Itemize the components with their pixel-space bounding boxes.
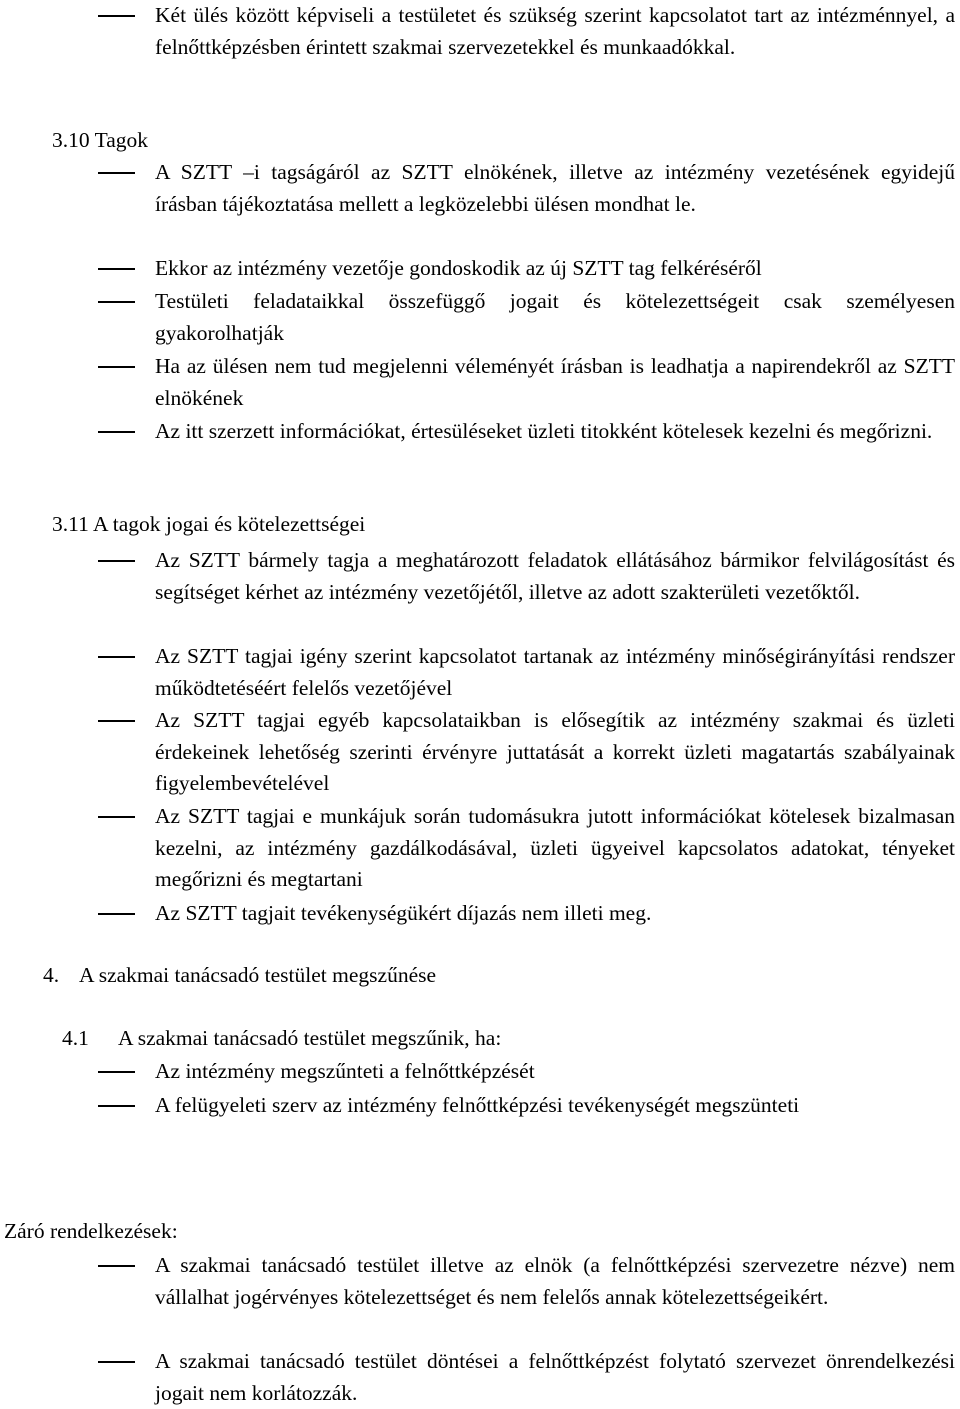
section-heading-3-10 bbox=[52, 125, 148, 157]
section-number: 3.10 bbox=[52, 128, 90, 152]
list-item: Az SZTT tagjai egyéb kapcsolataikban is elősegítik az intézmény szakmai és üzleti érdekeinek lehetőség szerinti érvényre juttatását a korrekt üzleti magatartás szabályainak figyelembevételével bbox=[155, 705, 955, 800]
dash-bullet bbox=[98, 366, 135, 368]
list-item: Ekkor az intézmény vezetője gondoskodik az új SZTT tag felkéréséről bbox=[155, 253, 955, 285]
dash-bullet bbox=[98, 1361, 135, 1363]
dash-bullet bbox=[98, 1265, 135, 1267]
list-item: Az SZTT tagjai igény szerint kapcsolatot tartanak az intézmény minőségirányítási rendszer működtetéséért felelős vezetőjével bbox=[155, 641, 955, 704]
list-item: Az SZTT bármely tagja a meghatározott feladatok ellátásához bármikor felvilágosítást és segítséget kérhet az intézmény vezetőjétől, illetve az adott szakterületi vezetőktől. bbox=[155, 545, 955, 608]
closing-heading: Záró rendelkezések: bbox=[4, 1219, 178, 1243]
list-item: A szakmai tanácsadó testület döntései a felnőttképzést folytató szervezet önrendelkezési jogait nem korlátozzák. bbox=[155, 1346, 955, 1409]
section-heading-4-1 bbox=[62, 1023, 501, 1055]
list-item: A SZTT –i tagságáról az SZTT elnökének, illetve az intézmény vezetésének egyidejű írásban tájékoztatása mellett a legközelebbi ülésen mondhat le. bbox=[155, 157, 955, 220]
list-item: Az SZTT tagjai e munkájuk során tudomásukra jutott információkat kötelesek bizalmasan kezelni, az intézmény gazdálkodásával, üzleti ügyeivel kapcsolatos adatokat, tényeket megőrizni és megtartani bbox=[155, 801, 955, 896]
dash-bullet bbox=[98, 560, 135, 562]
section-number: 4. bbox=[43, 963, 60, 987]
dash-bullet bbox=[98, 816, 135, 818]
dash-bullet bbox=[98, 172, 135, 174]
dash-bullet bbox=[98, 301, 135, 303]
list-item: Az intézmény megszűnteti a felnőttképzését bbox=[155, 1056, 955, 1088]
list-item: Testületi feladataikkal összefüggő jogait és kötelezettségeit csak személyesen gyakorolhatják bbox=[155, 286, 955, 349]
list-item: A felügyeleti szerv az intézmény felnőttképzési tevékenységét megszünteti bbox=[155, 1090, 955, 1122]
section-title: A szakmai tanácsadó testület megszűnése bbox=[79, 963, 437, 987]
list-item: A szakmai tanácsadó testület illetve az elnök (a felnőttképzési szervezetre nézve) nem vállalhat jogérvényes kötelezettséget és nem felelős annak kötelezettségeikért. bbox=[155, 1250, 955, 1313]
dash-bullet bbox=[98, 1071, 135, 1073]
dash-bullet bbox=[98, 720, 135, 722]
section-title: A tagok jogai és kötelezettségei bbox=[93, 512, 366, 536]
list-item: Az itt szerzett információkat, értesüléseket üzleti titokként kötelesek kezelni és megőrizni. bbox=[155, 416, 955, 448]
list-item: Az SZTT tagjait tevékenységükért díjazás nem illeti meg. bbox=[155, 898, 955, 930]
section-title: A szakmai tanácsadó testület megszűnik, ha: bbox=[118, 1026, 502, 1050]
section-title: Tagok bbox=[94, 128, 149, 152]
section-heading-4 bbox=[43, 960, 436, 992]
section-heading-3-11 bbox=[52, 509, 365, 541]
list-item: Ha az ülésen nem tud megjelenni véleményét írásban is leadhatja a napirendekről az SZTT elnökének bbox=[155, 351, 955, 414]
list-item: Két ülés között képviseli a testületet és szükség szerint kapcsolatot tart az intézménnyel, a felnőttképzésben érintett szakmai szervezetekkel és munkaadókkal. bbox=[155, 0, 955, 63]
dash-bullet bbox=[98, 268, 135, 270]
dash-bullet bbox=[98, 1105, 135, 1107]
dash-bullet bbox=[98, 15, 135, 17]
dash-bullet bbox=[98, 913, 135, 915]
dash-bullet bbox=[98, 656, 135, 658]
section-number: 3.11 bbox=[52, 512, 89, 536]
dash-bullet bbox=[98, 431, 135, 433]
section-number: 4.1 bbox=[62, 1026, 89, 1050]
